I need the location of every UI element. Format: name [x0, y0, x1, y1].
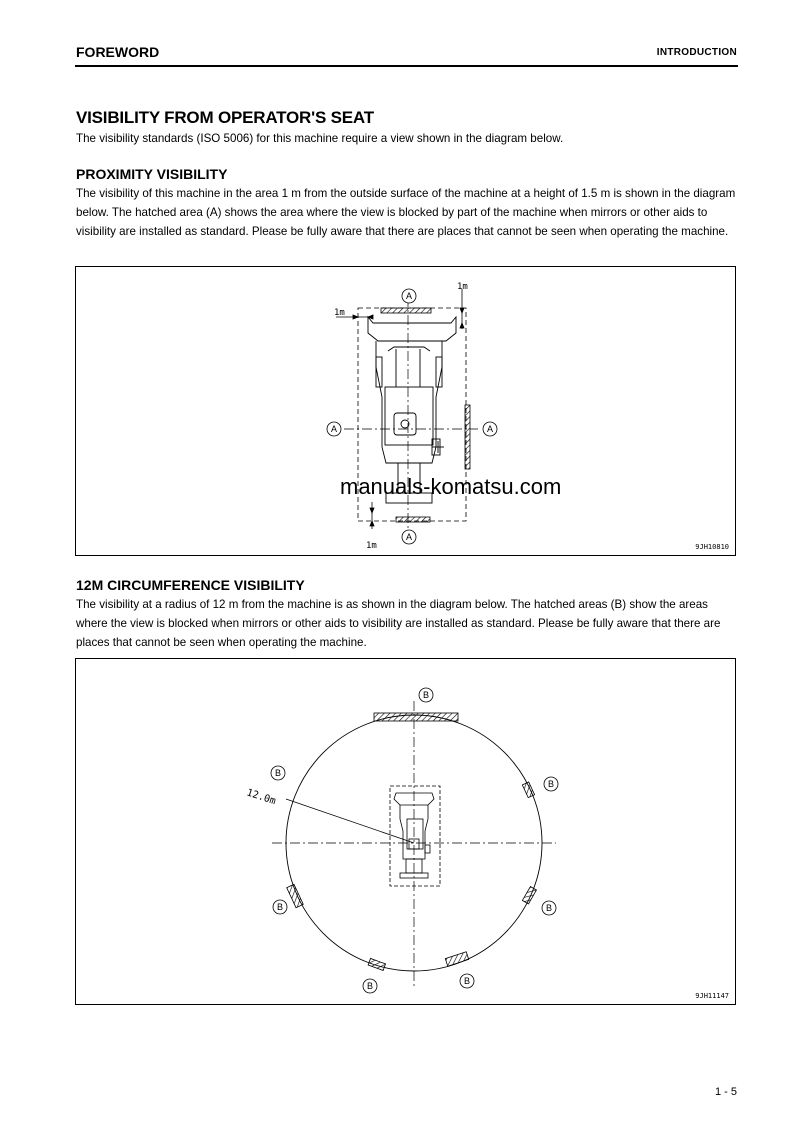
dim-1m-right: 1m: [457, 282, 468, 292]
label-b-upper-right: B: [547, 779, 555, 789]
proximity-heading: PROXIMITY VISIBILITY: [76, 166, 228, 182]
label-b-bottom-left: B: [366, 981, 374, 991]
page-number: 1 - 5: [714, 1086, 737, 1098]
proximity-figure: [75, 266, 736, 556]
intro-paragraph: The visibility standards (ISO 5006) for this machine require a view shown in the diagram below.: [76, 132, 564, 145]
circumference-heading: 12M CIRCUMFERENCE VISIBILITY: [76, 577, 305, 593]
proximity-paragraph: The visibility of this machine in the area 1 m from the outside surface of the machine at a height of 1.5 m is shown in the diagram below. The hatched area (A) shows the area where the view is blocked by part of the machine when mirrors or other aids to visibility are installed as standard. Please be fully aware that there are places that cannot be seen when operating the machine.: [76, 187, 736, 238]
circumference-figure: [75, 658, 736, 1005]
circumference-diagram: [76, 659, 737, 1006]
header-section: FOREWORD: [76, 44, 160, 60]
proximity-diagram: [76, 267, 737, 557]
dim-1m-left: 1m: [334, 308, 345, 318]
dim-1m-bottom: 1m: [366, 541, 377, 551]
proximity-figure-code: 9JH10810: [695, 543, 729, 551]
header-rule: [75, 65, 738, 67]
label-a-bottom: A: [405, 532, 413, 542]
label-b-top: B: [422, 690, 430, 700]
page-title: VISIBILITY FROM OPERATOR'S SEAT: [76, 108, 374, 127]
circumference-paragraph: The visibility at a radius of 12 m from the machine is as shown in the diagram below. The hatched areas (B) show the areas where the view is blocked when mirrors or other aids to visibility are installed as standard. Please be fully aware that there are places that cannot be seen when operating the machine.: [76, 598, 721, 649]
header-chapter: INTRODUCTION: [656, 47, 737, 58]
circumference-figure-code: 9JH11147: [695, 992, 729, 1000]
label-b-lower-left: B: [276, 902, 284, 912]
label-b-bottom-right: B: [463, 976, 471, 986]
label-b-upper-left: B: [274, 768, 282, 778]
label-a-left: A: [330, 424, 338, 434]
label-a-right: A: [486, 424, 494, 434]
label-a-top: A: [405, 291, 413, 301]
watermark: manuals-komatsu.com: [340, 474, 562, 499]
label-b-lower-right: B: [545, 903, 553, 913]
radius-label: 12.0m: [245, 787, 278, 808]
